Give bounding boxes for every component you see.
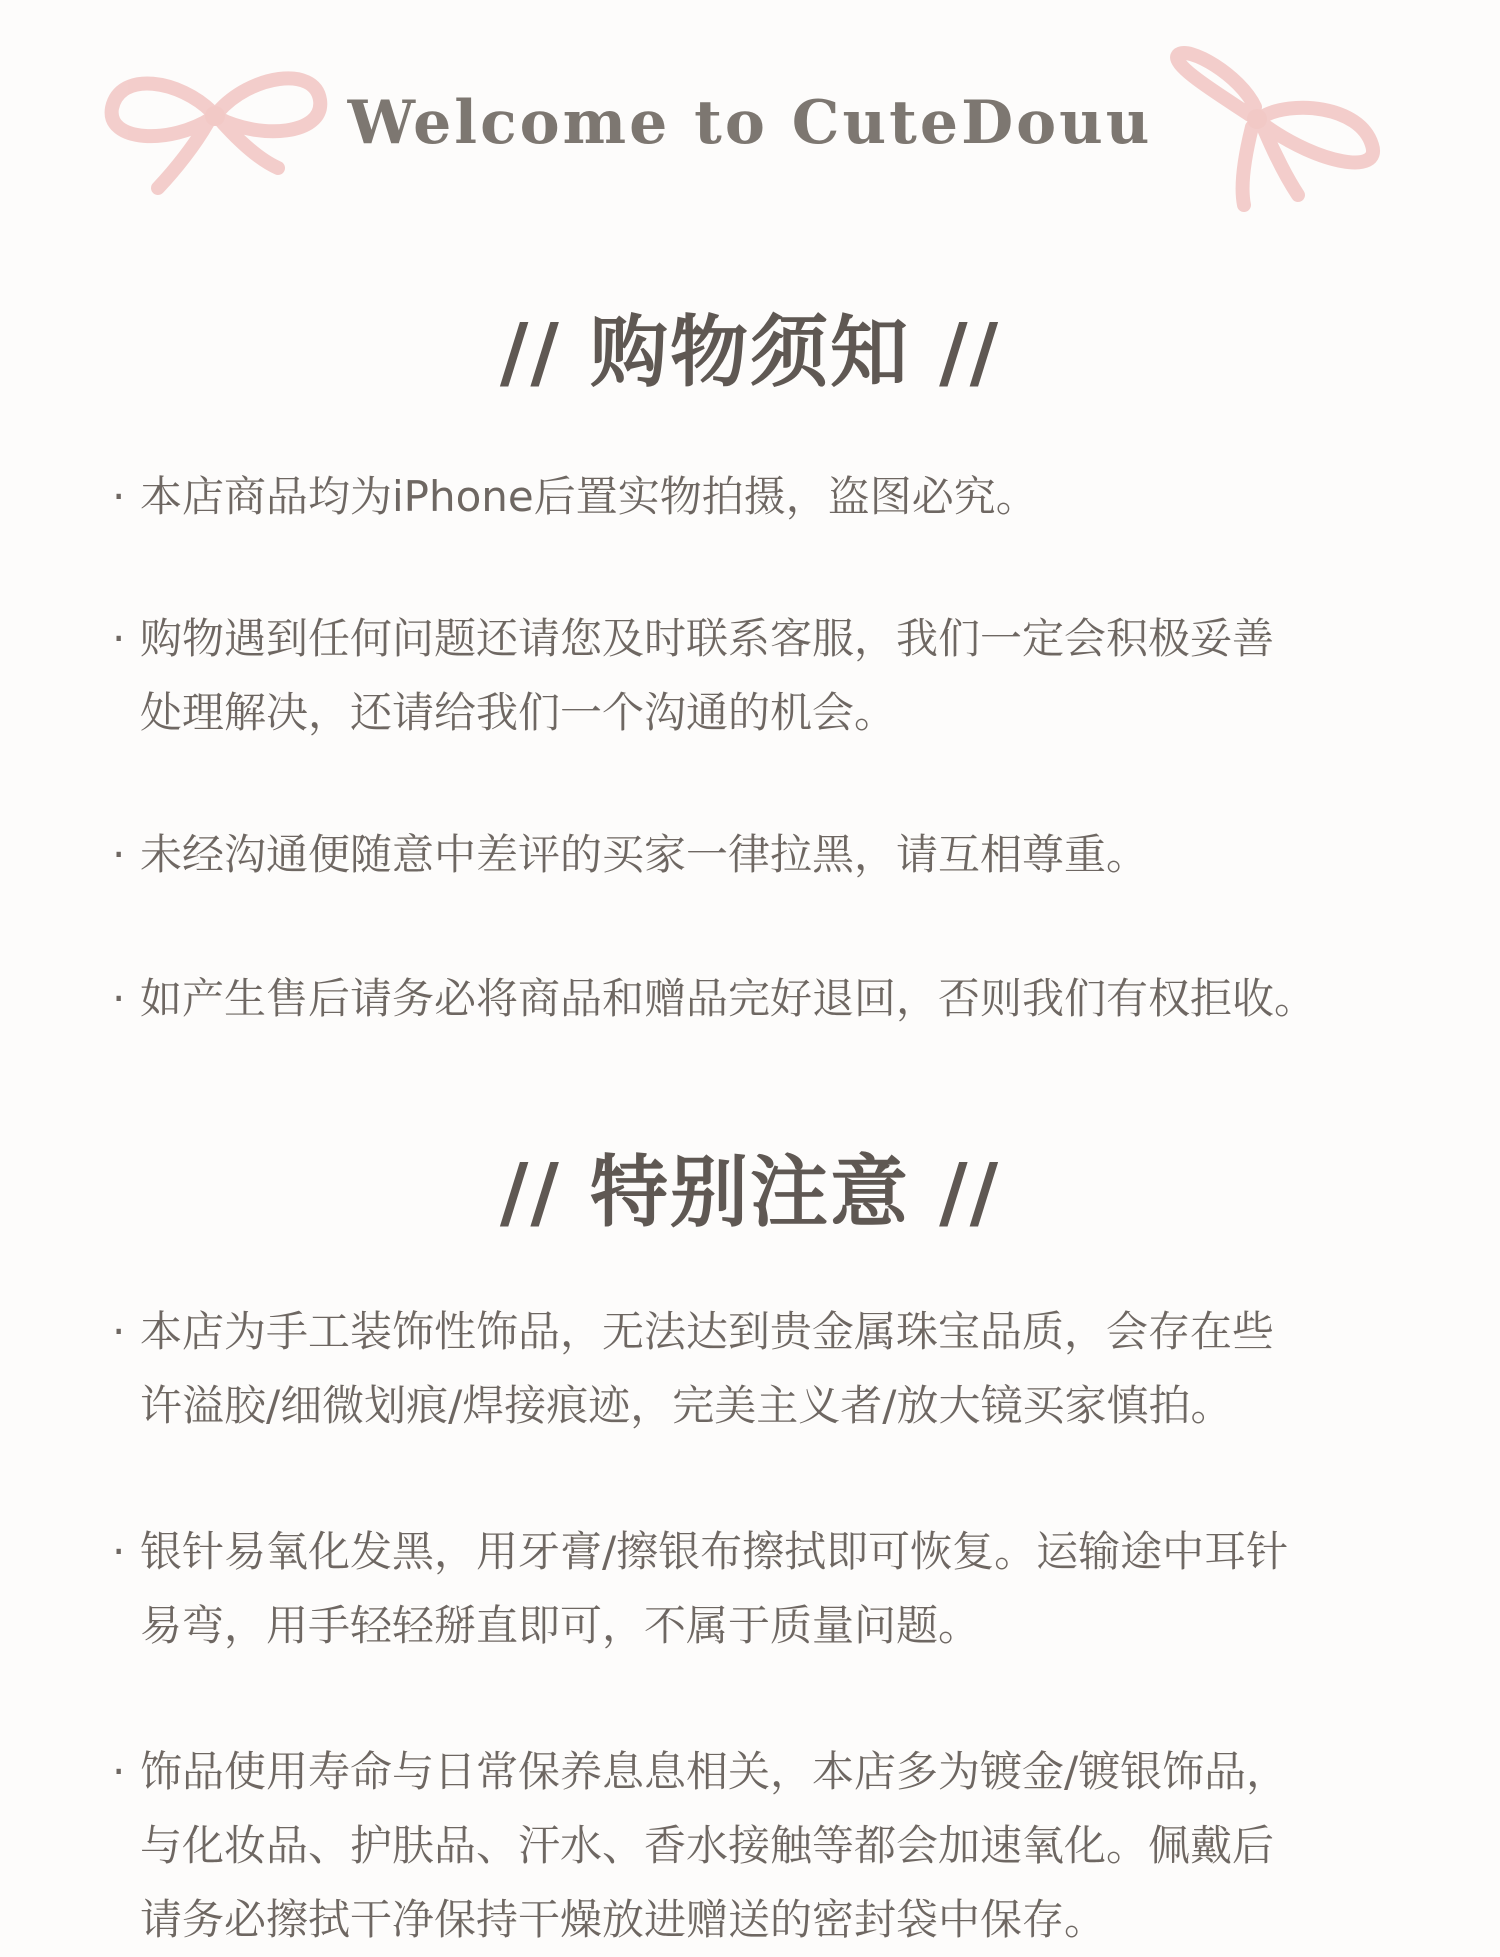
- notice-item-text: 未经沟通便随意中差评的买家一律拉黑，请互相尊重。: [140, 830, 1149, 879]
- notice-item-text: 本店商品均为iPhone后置实物拍摄，盗图必究。: [140, 472, 1038, 521]
- shopping-notice-title: // 购物须知 //: [499, 308, 1001, 398]
- bullet-dot: ·: [112, 1527, 126, 1576]
- bullet-dot: ·: [112, 1307, 126, 1356]
- bullet-dot: ·: [112, 614, 126, 663]
- bullet-dot: ·: [112, 974, 126, 1023]
- notice-item: [112, 602, 1402, 750]
- special-notice-title: // 特别注意 //: [499, 1148, 1001, 1238]
- ribbon-bow-right-icon: [1160, 45, 1390, 215]
- notice-item: [112, 460, 1402, 534]
- welcome-heading: Welcome to CuteDouu: [347, 88, 1153, 158]
- notice-item-text: 购物遇到任何问题还请您及时联系客服，我们一定会积极妥善 处理解决，还请给我们一个沟通的机会。: [140, 614, 1275, 737]
- notice-item-text: 如产生售后请务必将商品和赠品完好退回，否则我们有权拒收。: [140, 974, 1317, 1023]
- bullet-dot: ·: [112, 472, 126, 521]
- special-item: [112, 1515, 1402, 1663]
- special-item-text: 银针易氧化发黑，用牙膏/擦银布擦拭即可恢复。运输途中耳针 易弯，用手轻轻掰直即可，不属于质量问题。: [140, 1527, 1289, 1650]
- notice-item: [112, 818, 1402, 892]
- header: [0, 0, 1500, 230]
- special-item: [112, 1295, 1402, 1443]
- bullet-dot: ·: [112, 1747, 126, 1796]
- special-item-text: 本店为手工装饰性饰品，无法达到贵金属珠宝品质，会存在些 许溢胶/细微划痕/焊接痕迹，完美主义者/放大镜买家慎拍。: [140, 1307, 1275, 1430]
- bullet-dot: ·: [112, 830, 126, 879]
- special-item-text: 饰品使用寿命与日常保养息息相关，本店多为镀金/镀银饰品， 与化妆品、护肤品、汗水、香水接触等都会加速氧化。佩戴后 请务必擦拭干净保持干燥放进赠送的密封袋中保存。: [140, 1747, 1289, 1944]
- notice-item: [112, 962, 1402, 1036]
- special-item: [112, 1735, 1402, 1957]
